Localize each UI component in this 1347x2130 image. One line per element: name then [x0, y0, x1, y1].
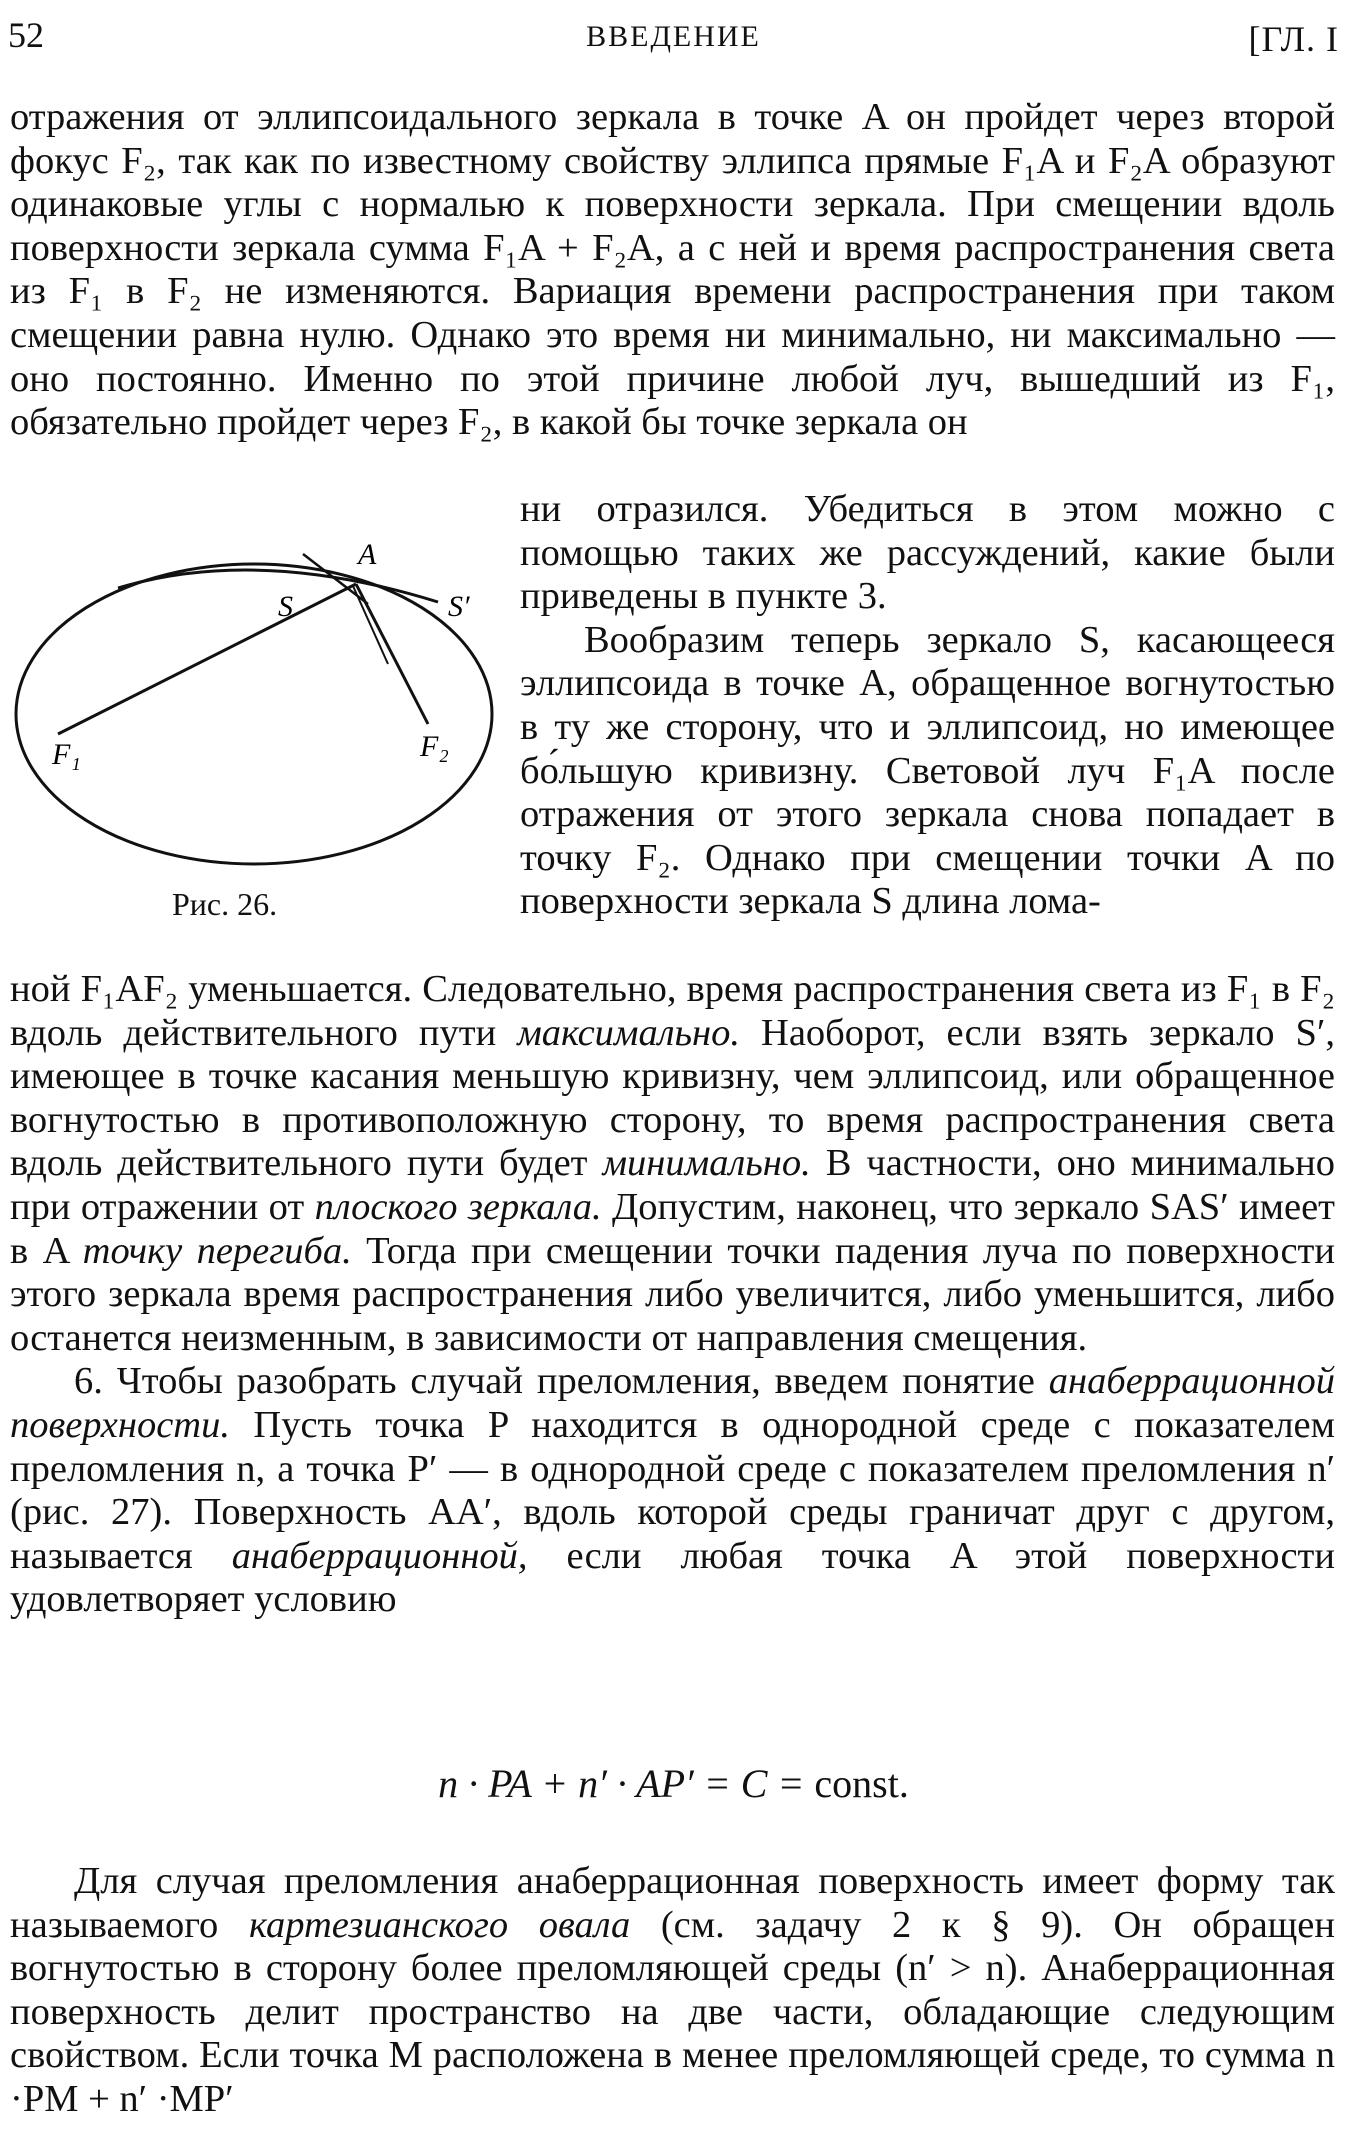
p3-emphasis-2: анаберрационной,	[231, 1534, 528, 1577]
p2-part-a: ной F₁AF₂ уменьшается. Следовательно, время распространения света из F₁ в F₂ вдоль действительного пути	[10, 968, 1335, 1054]
reflected-ray	[353, 586, 388, 664]
paragraph-3	[10, 1360, 1335, 1622]
label-f2: F₂	[420, 730, 449, 763]
label-s-prime: S′	[448, 590, 470, 623]
p2-emphasis-1: максимально.	[517, 1011, 741, 1054]
page-header	[8, 14, 1339, 64]
paragraph-1	[10, 96, 1335, 445]
p2-part-b: Наоборот, если взять зеркало S′, имеющее в точке касания меньшую кривизну, чем эллипсоид, или обращенное вогнутостью в противоположную сторону, то время распространения света вдоль действительного пути будет	[10, 1011, 1335, 1185]
paragraph-1-text: отражения от эллипсоидального зеркала в точке A он пройдет через второй фокус F₂, так как по известному свойству эллипса прямые F₁A и F₂A образуют одинаковые углы с нормалью к поверхности зеркала. При смещении вдоль поверхности зеркала сумма F₁A + F₂A, а с ней и время распространения света из F₁ в F₂ не изменяются. Вариация времени распространения при таком смещении равна нулю. Однако это время ни минимально, ни максимально — оно постоянно. Именно по этой причине любой луч, вышедший из F₁, обязательно пройдет через F₂, в какой бы точке зеркала он	[10, 96, 1335, 444]
p2-part-e: Тогда при смещении точки падения луча по поверхности этого зеркала время распространения либо увеличится, либо уменьшится, либо останется неизменным, в зависимости от направления смещения.	[10, 1229, 1335, 1359]
p4-emphasis-1: картезианского овала	[248, 1903, 631, 1946]
label-s: S	[278, 590, 293, 623]
paragraph-2	[10, 968, 1335, 1360]
formula-const: const.	[814, 1761, 909, 1806]
p4-part-b: (см. задачу 2 к § 9). Он обращен вогнутостью в сторону более преломляющей среды (n′ > n). Анаберрационная поверхность делит пространство на две части, обладающие следующим свойством. Если точка M расположена в менее преломляющей среде, то сумма n ·PM + n′ ·MP′	[10, 1903, 1335, 2120]
page-number: 52	[8, 15, 44, 55]
label-f1: F₁	[52, 738, 81, 771]
paragraph-4	[10, 1860, 1335, 2122]
label-a: A	[358, 538, 377, 571]
ellipse-outline	[16, 564, 492, 864]
chapter-marker: [ГЛ. I	[1248, 19, 1339, 59]
wrapped-text	[520, 488, 1335, 924]
p2-emphasis-4: точку перегиба.	[82, 1229, 352, 1272]
p2-emphasis-2: минимально.	[602, 1142, 811, 1185]
ellipse-mirror-diagram	[8, 524, 508, 884]
formula-main: n · PA + n′ · AP′ = C =	[438, 1761, 815, 1806]
p2-emphasis-3: плоского зеркала.	[314, 1185, 602, 1228]
paragraph-4-block	[10, 1860, 1335, 2122]
p3-part-a: 6. Чтобы разобрать случай преломления, введем понятие	[74, 1360, 1049, 1403]
figure-caption: Рис. 26.	[172, 886, 278, 922]
p3-emphasis-1: анаберрационной поверхности.	[10, 1360, 1335, 1446]
wrap-text-1: ни отразился. Убедиться в этом можно с помощью таких же рассуждений, какие были приведены в пункте 3.	[520, 488, 1335, 618]
running-title: ВВЕДЕНИЕ	[586, 20, 761, 53]
p4-part-a: Для случая преломления анаберрационная поверхность имеет форму так называемого	[10, 1860, 1335, 1946]
wrap-text-2: Вообразим теперь зеркало S, касающееся эллипсоида в точке A, обращенное вогнутостью в ту же сторону, что и эллипсоид, но имеющее бо́льшую кривизну. Световой луч F₁A после отражения от этого зеркала снова попадает в точку F₂. Однако при смещении точки A по поверхности зеркала S длина лома-	[520, 618, 1335, 923]
p2-part-c: В частности, оно минимально при отражении от	[10, 1142, 1335, 1228]
p2-part-d: Допустим, наконец, что зеркало SAS′ имеет в A	[10, 1185, 1335, 1272]
ray-f1-a	[58, 584, 356, 734]
formula	[0, 1760, 1347, 1807]
p3-part-c: если любая точка A этой поверхности удовлетворяет условию	[10, 1534, 1335, 1621]
paragraph-2-block	[10, 968, 1335, 1622]
p3-part-b: Пусть точка P находится в однородной среде с показателем преломления n, а точка P′ — в однородной среде с показателем преломления n′ (рис. 27). Поверхность AA′, вдоль которой среды граничат друг с другом, называется	[10, 1403, 1335, 1577]
